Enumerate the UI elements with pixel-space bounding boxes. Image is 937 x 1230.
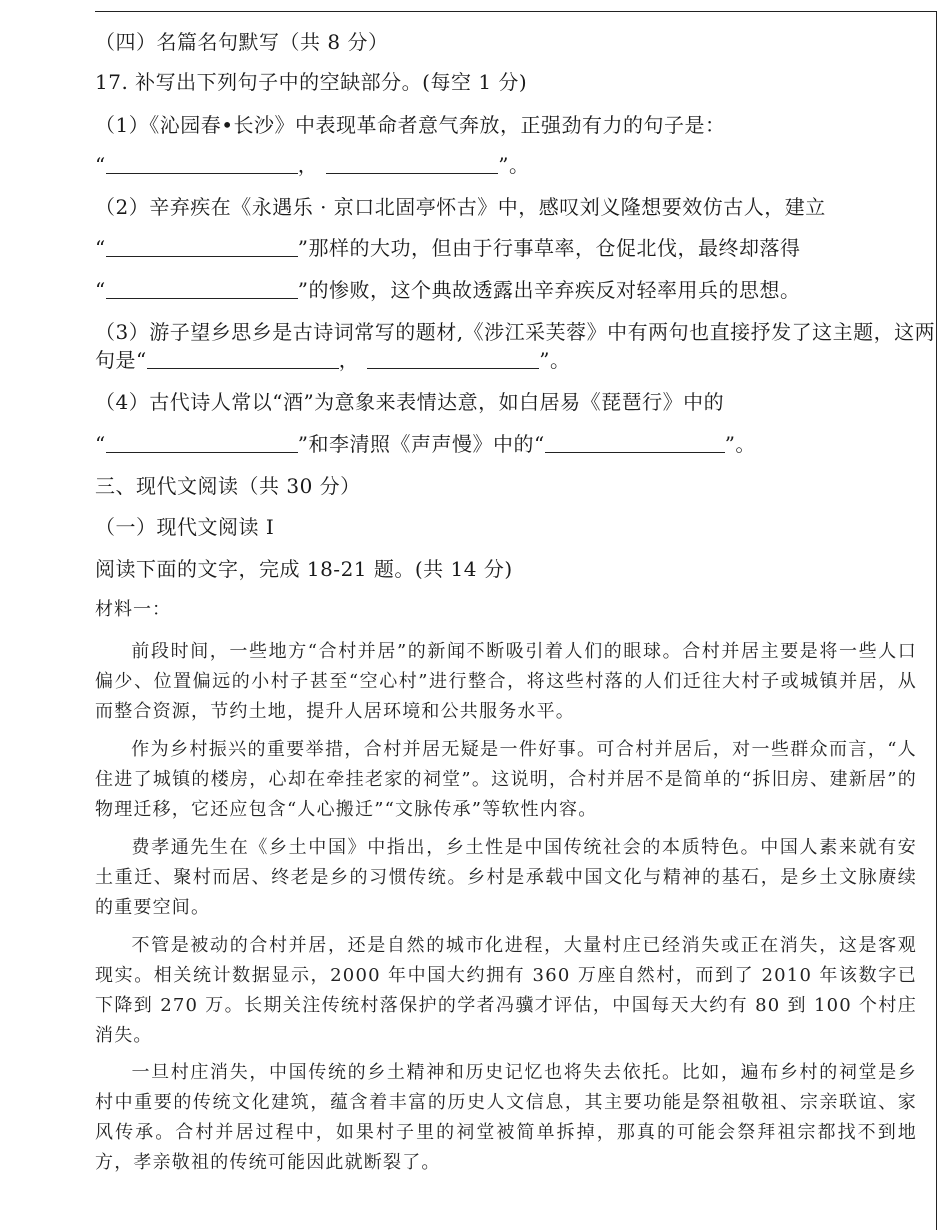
paragraph-3: [95, 833, 917, 923]
comma: ，: [297, 153, 319, 177]
sub1-heading: （一）现代文阅读 I: [95, 515, 275, 539]
paragraph-text: 作为乡村振兴的重要举措，合村并居无疑是一件好事。可合村并居后，对一些群众而言，“人住进了城镇的楼房，心却在牵挂老家的祠堂”。这说明，合村并居不是简单的“拆旧房、建新居”的物理迁移，它还应包含“人心搬迁”“文脉传承”等软性内容。: [95, 739, 917, 820]
paragraph-text: 一旦村庄消失，中国传统的乡土精神和历史记忆也将失去依托。比如，遍布乡村的祠堂是乡村中重要的传统文化建筑，蕴含着丰富的历史人文信息，其主要功能是祭祖敬祖、宗亲联谊、家风传承。合村并居过程中，如果村子里的祠堂被简单拆掉，那真的可能会祭拜祖宗都找不到地方，孝亲敬祖的传统可能因此就断裂了。: [95, 1062, 917, 1173]
blank-7: [106, 434, 298, 453]
comma: ，: [338, 348, 360, 372]
section3-heading: 三、现代文阅读（共 30 分）: [95, 474, 361, 498]
reading-instruction: 阅读下面的文字，完成 18-21 题。(共 14 分): [95, 557, 513, 581]
quote-open: “: [95, 236, 106, 260]
q17-item2-answer-line-b: [95, 278, 800, 302]
quote-close: ”。: [539, 348, 571, 372]
quote-open: “: [95, 153, 106, 177]
q17-item1-prompt: （1）《沁园春•长沙》中表现革命者意气奔放，正强劲有力的句子是：: [95, 113, 726, 137]
q17-item3-prompt: （3）游子望乡思乡是古诗词常写的题材,《涉江采芙蓉》中有两句也直接抒发了这主题，这两: [95, 320, 936, 344]
item2-text-a: ”那样的大功，但由于行事草率，仓促北伐，最终却落得: [297, 236, 801, 260]
paragraph-1: [95, 637, 917, 727]
quote-open: “: [95, 278, 106, 302]
q17-item4-answer-line: [95, 432, 756, 456]
quote-close: ”。: [724, 432, 756, 456]
quote-close: ”。: [498, 153, 530, 177]
blank-3: [106, 238, 298, 257]
q17-item1-answer-line: [95, 153, 529, 177]
q17-item4-prompt: （4）古代诗人常以“酒”为意象来表情达意，如白居易《琵琶行》中的: [95, 390, 725, 414]
blank-6: [367, 350, 539, 369]
blank-8: [545, 434, 725, 453]
item3-lead: 句是“: [95, 348, 147, 372]
paragraph-text: 费孝通先生在《乡土中国》中指出，乡土性是中国传统社会的本质特色。中国人素来就有安土重迁、聚村而居、终老是乡的习惯传统。乡村是承载中国文化与精神的基石，是乡土文脉赓续的重要空间。: [95, 837, 917, 918]
blank-4: [106, 280, 298, 299]
quote-open: “: [95, 432, 106, 456]
q17-stem: 17. 补写出下列句子中的空缺部分。(每空 1 分): [95, 70, 528, 94]
section4-heading: （四）名篇名句默写（共 8 分）: [95, 30, 389, 54]
q17-item3-answer-line: [95, 348, 570, 372]
top-rule: [95, 11, 937, 12]
paragraph-text: 不管是被动的合村并居，还是自然的城市化进程，大量村庄已经消失或正在消失，这是客观现实。相关统计数据显示，2000 年中国大约拥有 360 万座自然村，而到了 2010 年该数字已下降到 270 万。长期关注传统村落保护的学者冯骥才评估，中国每天大约有 80 到 100 个村庄消失。: [95, 935, 917, 1046]
blank-5: [147, 350, 339, 369]
paragraph-text: 前段时间，一些地方“合村并居”的新闻不断吸引着人们的眼球。合村并居主要是将一些人口偏少、位置偏远的小村子甚至“空心村”进行整合，将这些村落的人们迁往大村子或城镇并居，从而整合资源，节约土地，提升人居环境和公共服务水平。: [95, 641, 917, 722]
paragraph-5: [95, 1058, 917, 1178]
item4-middle: ”和李清照《声声慢》中的“: [297, 432, 545, 456]
q17-item2-prompt: （2）辛弃疾在《永遇乐 · 京口北固亭怀古》中，感叹刘义隆想要效仿古人，建立: [95, 195, 826, 219]
paragraph-2: [95, 735, 917, 825]
item2-text-b: ”的惨败，这个典故透露出辛弃疾反对轻率用兵的思想。: [297, 278, 801, 302]
blank-1: [106, 155, 298, 174]
q17-item2-answer-line-a: [95, 236, 800, 260]
paragraph-4: [95, 931, 917, 1051]
material-label: 材料一：: [95, 599, 171, 620]
blank-2: [326, 155, 498, 174]
